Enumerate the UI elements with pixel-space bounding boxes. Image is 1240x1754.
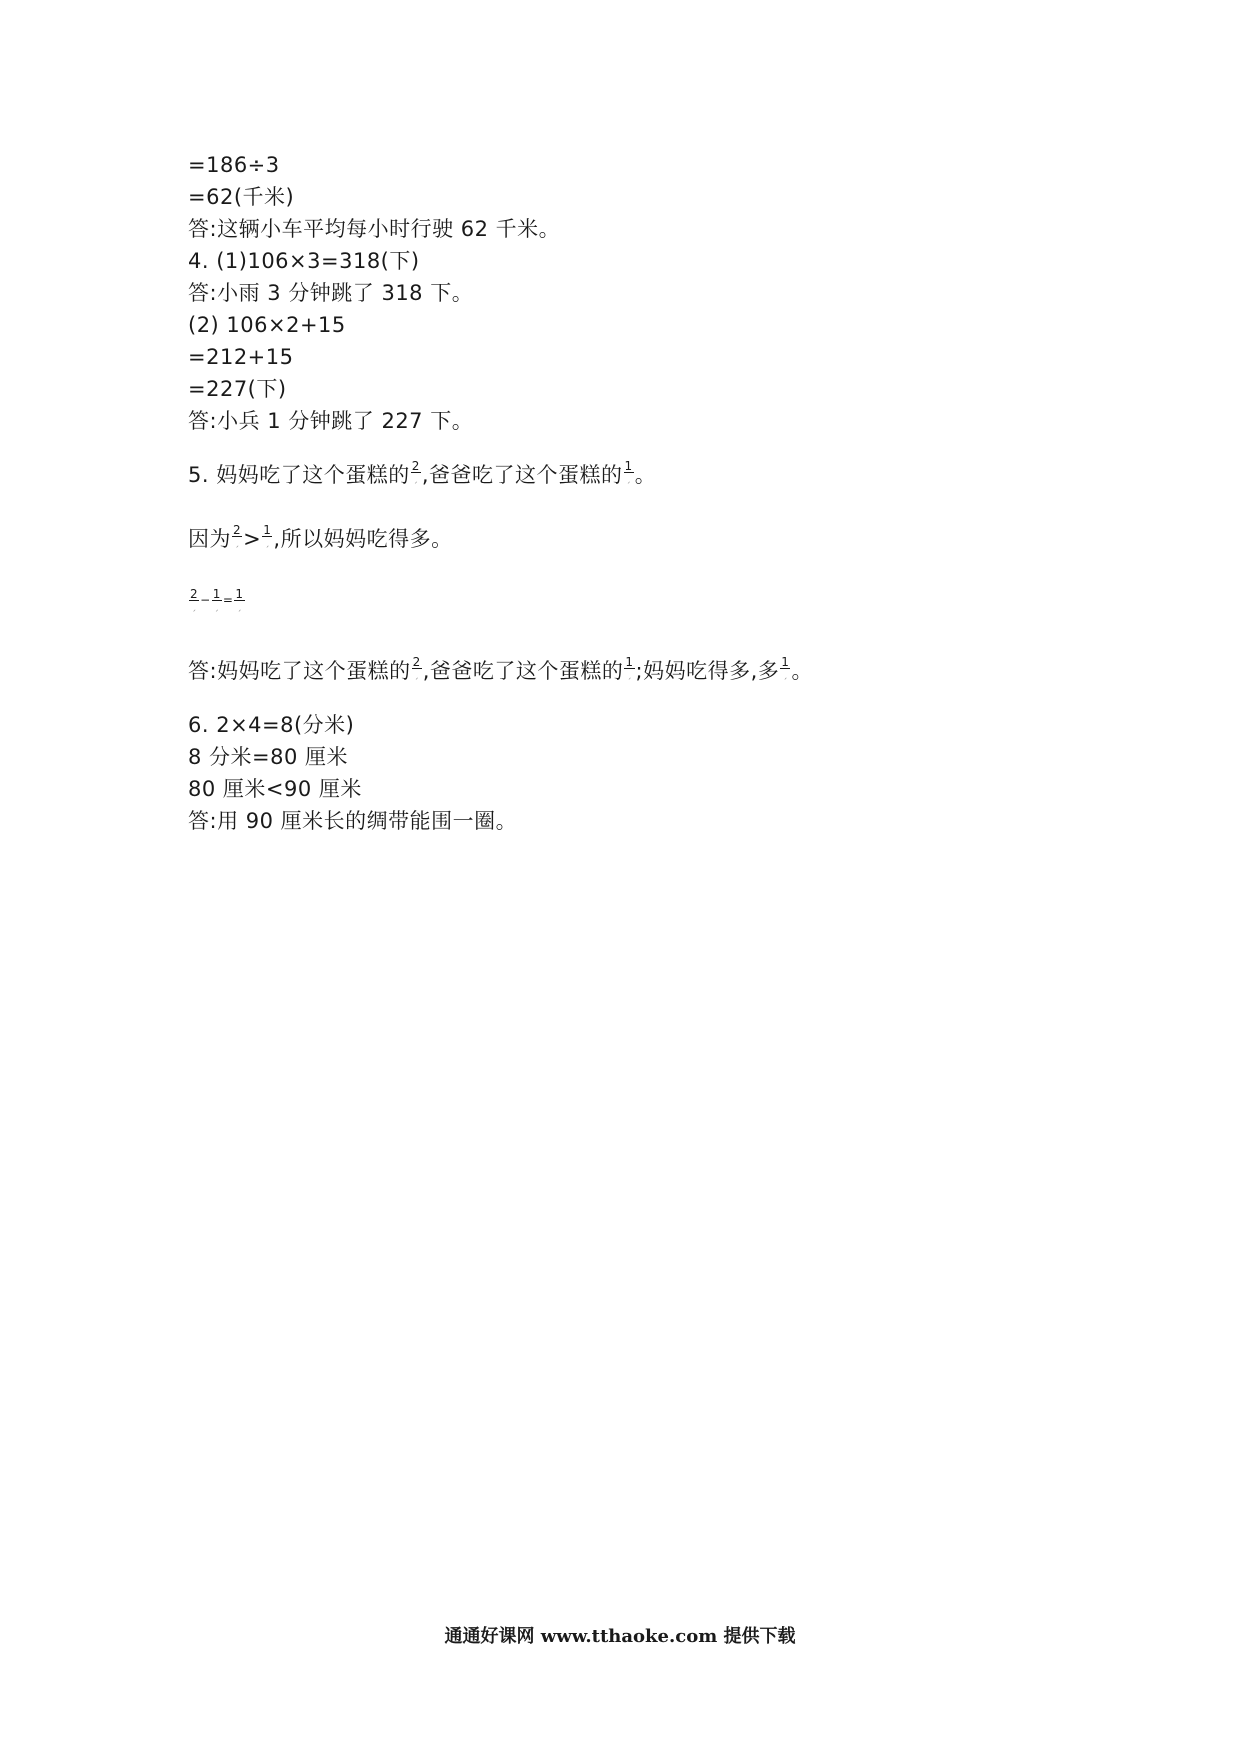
fraction-two: $\frac{2}{\text{ˏ}}$ — [412, 654, 421, 680]
ans5-text-c: ;妈妈吃得多,多 — [635, 659, 780, 683]
q5-answer — [188, 656, 813, 686]
text-line-7: =212+15 — [188, 345, 294, 369]
text-line-3: 答:这辆小车平均每小时行驶 62 千米。 — [188, 217, 561, 241]
text-line-17: 6. 2×4=8(分米) — [188, 713, 355, 737]
ans5-text-b: ,爸爸吃了这个蛋糕的 — [422, 659, 624, 683]
text-line-19: 80 厘米<90 厘米 — [188, 777, 362, 801]
minus-sign: − — [200, 593, 211, 607]
fraction-two: $\frac{2}{\text{ˏ}}$ — [190, 586, 199, 612]
fraction-one: $\frac{1}{\text{ˏ}}$ — [235, 586, 244, 612]
ans5-text-a: 答:妈妈吃了这个蛋糕的 — [188, 659, 411, 683]
ans5-text-d: 。 — [791, 659, 813, 683]
q5-text-a: 5. 妈妈吃了这个蛋糕的 — [188, 463, 410, 487]
text-line-1: =186÷3 — [188, 153, 280, 177]
fraction-one: $\frac{1}{\text{ˏ}}$ — [624, 458, 633, 484]
footer-text: 通通好课网 www.tthaoke.com 提供下载 — [444, 1626, 796, 1647]
text-line-5: 答:小雨 3 分钟跳了 318 下。 — [188, 281, 474, 305]
q5-difference — [188, 588, 246, 621]
fraction-two: $\frac{2}{\text{ˏ}}$ — [411, 458, 420, 484]
text-line-20: 答:用 90 厘米长的绸带能围一圈。 — [188, 809, 518, 833]
fraction-one: $\frac{1}{\text{ˏ}}$ — [625, 654, 634, 680]
q5-statement — [188, 460, 656, 490]
text-line-2: =62(千米) — [188, 185, 295, 209]
because-text-a: 因为 — [188, 527, 231, 551]
greater-than-sign: > — [243, 527, 262, 551]
text-line-4: 4. (1)106×3=318(下) — [188, 249, 420, 273]
fraction-one: $\frac{1}{\text{ˏ}}$ — [781, 654, 790, 680]
q5-because — [188, 524, 453, 554]
fraction-one: $\frac{1}{\text{ˏ}}$ — [263, 522, 272, 548]
q5-text-c: 。 — [634, 463, 657, 487]
text-line-18: 8 分米=80 厘米 — [188, 745, 349, 769]
fraction-one: $\frac{1}{\text{ˏ}}$ — [212, 586, 221, 612]
fraction-two: $\frac{2}{\text{ˏ}}$ — [233, 522, 242, 548]
text-line-9: 答:小兵 1 分钟跳了 227 下。 — [188, 409, 474, 433]
text-line-8: =227(下) — [188, 377, 287, 401]
q5-text-b: ,爸爸吃了这个蛋糕的 — [421, 463, 623, 487]
text-line-6: (2) 106×2+15 — [188, 313, 346, 337]
equals-sign: = — [222, 593, 234, 607]
because-text-b: ,所以妈妈吃得多。 — [273, 527, 453, 551]
